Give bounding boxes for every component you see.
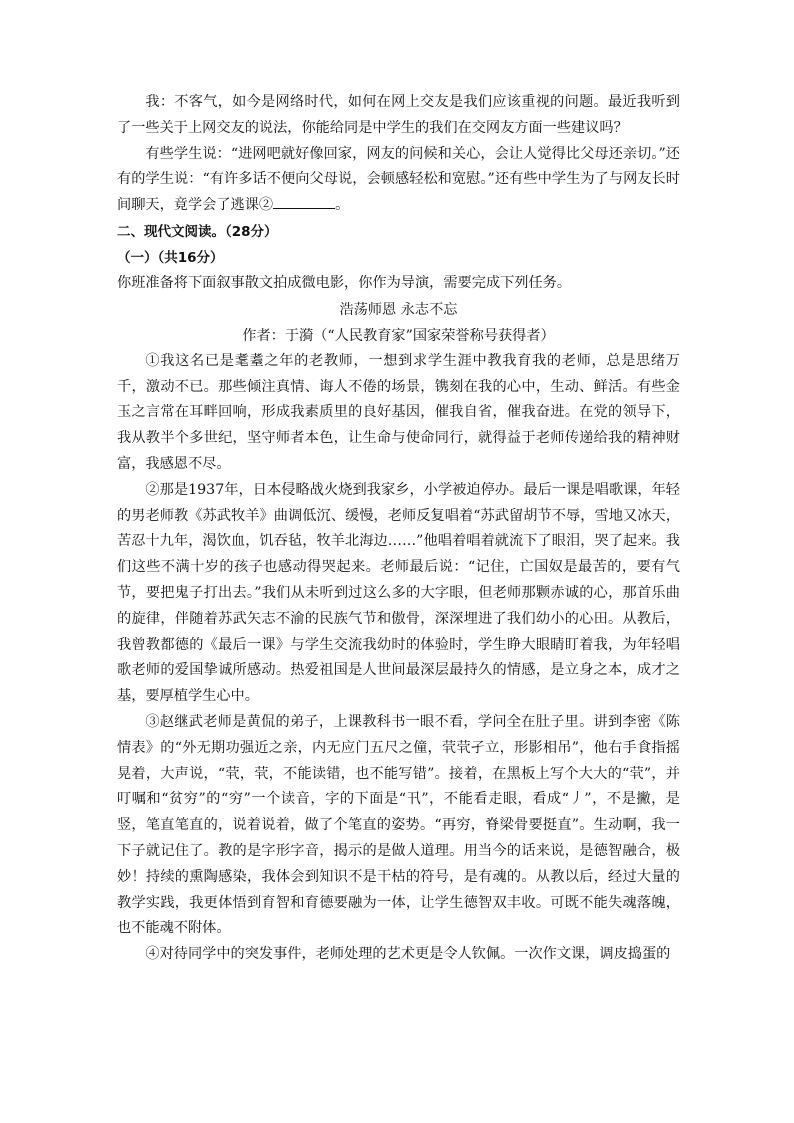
article-paragraph-4: ④对待同学中的突发事件，老师处理的艺术更是令人钦佩。一次作文课，调皮捣蛋的 bbox=[145, 946, 671, 963]
students-text-end: 。 bbox=[335, 197, 350, 214]
dialogue-me-paragraph: 我：不客气，如今是网络时代，如何在网上交友是我们应该重视的问题。最近我听到了一些关于上网交友的说法，你能给同是中学生的我们在交网友方面一些建议吗？ bbox=[117, 94, 680, 136]
article-paragraph-1: ①我这名已是耄耋之年的老教师，一想到求学生涯中教我育我的老师，总是思绪万千，激动不已。那些倾注真情、诲人不倦的场景，镌刻在我的心中，生动、鲜活。有些金玉之言常在耳畔回响，形成我素质里的良好基因，催我自省，催我奋进。在党的领导下，我从教半个多世纪，坚守师者本色，让生命与使命同行，就得益于老师传递给我的精神财富，我感恩不尽。 bbox=[117, 352, 680, 472]
article-title: 浩荡师恩 永志不忘 bbox=[339, 301, 458, 318]
answer-blank-2[interactable] bbox=[273, 194, 335, 209]
students-text: 有些学生说：“进网吧就好像回家，网友的问候和关心，会让人觉得比父母还亲切。”还有的学生说：“有许多话不便向父母说，会顿感轻松和宽慰。”还有些中学生为了与网友长时间聊天，竟学会了逃课② bbox=[117, 145, 680, 214]
sub-section-title: （一）（共16分） bbox=[117, 249, 224, 266]
dialogue-students-paragraph bbox=[117, 142, 680, 219]
article-paragraph-2: ②那是1937年，日本侵略战火烧到我家乡，小学被迫停办。最后一课是唱歌课，年轻的男老师教《苏武牧羊》曲调低沉、缓慢，老师反复唱着“苏武留胡节不辱，雪地又冰天，苦忍十九年，渴饮血，饥吞毡，牧羊北海边……”他唱着唱着就流下了眼泪，哭了起来。我们这些不满十岁的孩子也感动得哭起来。老师最后说：“记住，亡国奴是最苦的，要有气节，要把鬼子打出去。”我们从未听到过这么多的大字眼，但老师那颗赤诚的心，那首乐曲的旋律，伴随着苏武矢志不渝的民族气节和傲骨，深深埋进了我们幼小的心田。从教后，我曾教都德的《最后一课》与学生交流我幼时的体验时，学生睁大眼睛盯着我，为年轻唱歌老师的爱国挚诚所感动。热爱祖国是人世间最深层最持久的情感，是立身之本，成才之基，要厚植学生心中。 bbox=[117, 481, 680, 705]
section-intro: 你班准备将下面叙事散文拍成微电影，你作为导演，需要完成下列任务。 bbox=[117, 274, 572, 291]
section-title: 二、现代文阅读。（28分） bbox=[117, 223, 278, 240]
document-page bbox=[117, 90, 680, 968]
article-paragraph-3: ③赵继武老师是黄侃的弟子，上课教科书一眼不看，学问全在肚子里。讲到李密《陈情表》的“外无期功强近之亲，内无应门五尺之僮，茕茕孑立，形影相吊”，他右手食指摇晃着，大声说，“茕，茕，不能读错，也不能写错”。接着，在黑板上写个大大的“茕”，并叮嘱和“贫穷”的“穷”一个读音，字的下面是“卂”，不能看走眼，看成“丿”，不是撇，是竖，笔直笔直的，说着说着，做了个笔直的姿势。“再穷，脊梁骨要挺直”。生动啊，我一下子就记住了。教的是字形字音，揭示的是做人道理。用当今的话来说，是德智融合，极妙！持续的熏陶感染，我体会到知识不是干枯的符号，是有魂的。从教以后，经过大量的教学实践，我更体悟到育智和育德要融为一体，让学生德智双丰收。可既不能失魂落魄，也不能魂不附体。 bbox=[117, 713, 680, 937]
article-author: 作者：于漪（“人民教育家”国家荣誉称号获得者） bbox=[242, 327, 555, 344]
